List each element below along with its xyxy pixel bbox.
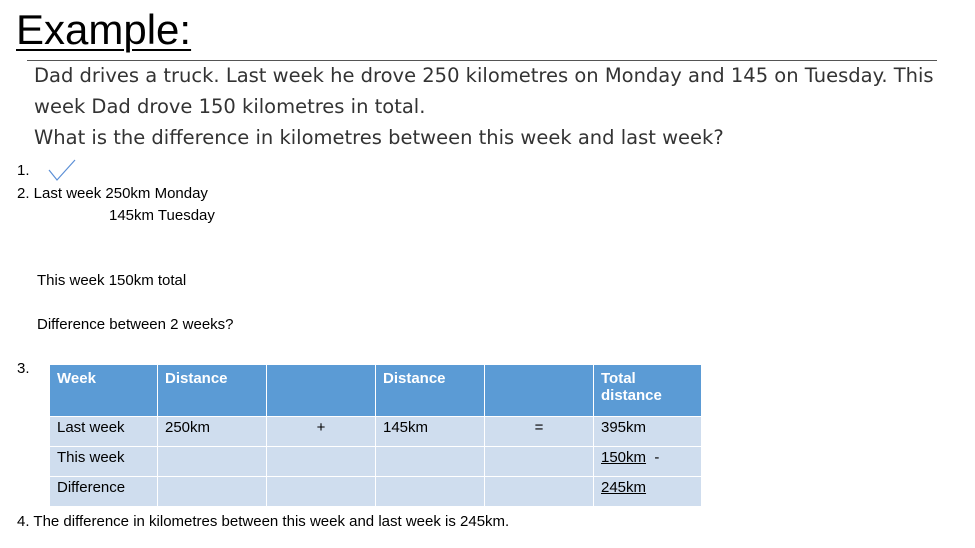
distance-table [49,364,702,507]
cell-distance-2: 145km [376,417,485,447]
step-2-this-week: This week 150km total [37,272,187,289]
header-blank-1 [267,365,376,417]
cell-week: This week [50,447,158,477]
cell-week: Difference [50,477,158,507]
minus-sign: - [654,449,660,466]
table-row [50,417,702,447]
step-2-last-week: 2. Last week 250km Monday [17,185,208,202]
header-week: Week [50,365,158,417]
header-distance-2: Distance [376,365,485,417]
table-row [50,477,702,507]
cell-distance-1 [158,447,267,477]
header-distance-1: Distance [158,365,267,417]
cell-blank [485,477,594,507]
difference-total: 245km [601,479,647,496]
step-2-tuesday: 145km Tuesday [109,207,215,224]
cell-distance-2 [376,447,485,477]
step-3-label: 3. [17,360,30,377]
header-blank-2 [485,365,594,417]
cell-blank [267,477,376,507]
cell-total [594,447,702,477]
cell-distance-1: 250km [158,417,267,447]
problem-line-2: week Dad drove 150 kilometres in total. [34,95,426,118]
step-2-difference: Difference between 2 weeks? [37,316,234,333]
header-total-distance: Total distance [594,365,702,417]
cell-operator-equals: = [485,417,594,447]
cell-total [594,477,702,507]
page-title: Example: [16,6,192,53]
cell-distance-1 [158,477,267,507]
cell-total: 395km [594,417,702,447]
cell-operator-plus: + [267,417,376,447]
problem-line-1: Dad drives a truck. Last week he drove 250 kilometres on Monday and 145 on Tuesday. This [34,64,934,87]
step-1-label: 1. [17,162,30,179]
step-4-answer: 4. The difference in kilometres between this week and last week is 245km. [17,513,510,530]
word-problem [34,60,949,153]
table-header-row [50,365,702,417]
table-row [50,447,702,477]
this-week-total: 150km [601,449,647,466]
cell-blank [485,447,594,477]
cell-week: Last week [50,417,158,447]
cell-distance-2 [376,477,485,507]
checkmark-icon [47,158,77,184]
cell-blank [267,447,376,477]
problem-line-3: What is the difference in kilometres between this week and last week? [34,126,724,149]
